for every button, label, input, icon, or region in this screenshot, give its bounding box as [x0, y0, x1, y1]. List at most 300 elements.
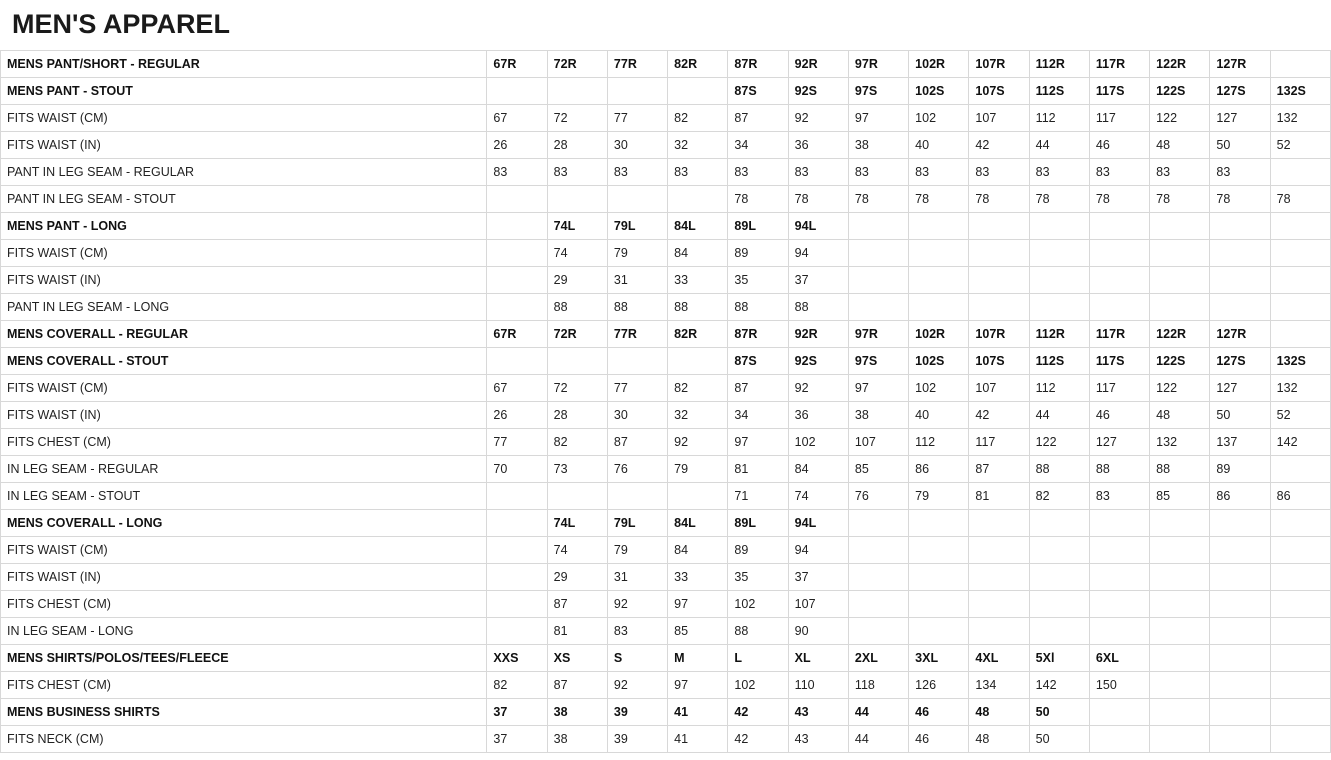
table-cell: 48	[969, 698, 1029, 725]
table-cell: 78	[848, 185, 908, 212]
table-row	[1, 104, 1331, 131]
table-cell	[547, 347, 607, 374]
table-cell	[969, 293, 1029, 320]
table-cell	[1150, 698, 1210, 725]
table-cell: 97R	[848, 50, 908, 77]
table-cell: 107S	[969, 77, 1029, 104]
table-row	[1, 482, 1331, 509]
table-cell	[909, 536, 969, 563]
table-cell: 89	[1210, 455, 1270, 482]
table-cell: 50	[1029, 725, 1089, 752]
table-cell: 78	[1150, 185, 1210, 212]
table-cell: 74L	[547, 509, 607, 536]
table-cell	[607, 77, 667, 104]
table-cell: 89	[728, 536, 788, 563]
table-cell: 38	[848, 401, 908, 428]
table-cell: 88	[788, 293, 848, 320]
table-cell: 3XL	[909, 644, 969, 671]
table-cell: 112	[1029, 374, 1089, 401]
table-cell: 50	[1210, 401, 1270, 428]
table-cell	[1150, 617, 1210, 644]
table-row	[1, 536, 1331, 563]
table-cell: 97	[668, 590, 728, 617]
table-cell: 83	[1089, 158, 1149, 185]
table-cell: 42	[969, 401, 1029, 428]
table-cell	[909, 239, 969, 266]
table-cell	[668, 482, 728, 509]
table-cell: 87	[728, 104, 788, 131]
table-cell: 30	[607, 401, 667, 428]
table-cell: 77	[607, 374, 667, 401]
table-cell: 92	[607, 590, 667, 617]
table-row	[1, 617, 1331, 644]
table-cell: 88	[1029, 455, 1089, 482]
table-cell: 34	[728, 401, 788, 428]
row-label: MENS PANT - STOUT	[1, 77, 487, 104]
table-cell: 32	[668, 131, 728, 158]
table-cell	[848, 266, 908, 293]
table-cell: 48	[1150, 131, 1210, 158]
table-cell: 102	[788, 428, 848, 455]
table-cell	[1270, 266, 1330, 293]
table-cell: 44	[1029, 131, 1089, 158]
table-cell: 142	[1270, 428, 1330, 455]
table-cell: 97	[728, 428, 788, 455]
table-cell: 92R	[788, 50, 848, 77]
table-cell	[1150, 563, 1210, 590]
table-cell	[1089, 698, 1149, 725]
table-cell	[1150, 212, 1210, 239]
row-label: FITS WAIST (IN)	[1, 266, 487, 293]
table-cell: 37	[487, 698, 547, 725]
table-cell: 83	[728, 158, 788, 185]
table-cell: 50	[1210, 131, 1270, 158]
table-row	[1, 131, 1331, 158]
table-cell: 102S	[909, 347, 969, 374]
table-cell: 102R	[909, 320, 969, 347]
table-cell: 46	[1089, 401, 1149, 428]
table-cell: 44	[848, 698, 908, 725]
table-cell	[487, 536, 547, 563]
table-cell	[969, 563, 1029, 590]
row-label: MENS PANT/SHORT - REGULAR	[1, 50, 487, 77]
table-cell	[1089, 617, 1149, 644]
table-cell	[1089, 239, 1149, 266]
table-cell: 117S	[1089, 347, 1149, 374]
table-cell: 122	[1150, 374, 1210, 401]
table-cell	[848, 239, 908, 266]
table-cell	[1150, 536, 1210, 563]
table-cell: 94	[788, 536, 848, 563]
table-cell: 92S	[788, 347, 848, 374]
table-cell: 112	[909, 428, 969, 455]
table-cell: 83	[1089, 482, 1149, 509]
table-cell: 42	[969, 131, 1029, 158]
table-cell	[1150, 671, 1210, 698]
table-cell	[1270, 212, 1330, 239]
table-cell: 44	[848, 725, 908, 752]
table-cell	[1270, 455, 1330, 482]
table-cell: 85	[1150, 482, 1210, 509]
table-cell: 4XL	[969, 644, 1029, 671]
table-cell: 86	[1210, 482, 1270, 509]
table-cell	[668, 77, 728, 104]
table-cell	[848, 617, 908, 644]
table-cell: 82	[547, 428, 607, 455]
table-cell	[848, 212, 908, 239]
table-cell	[487, 617, 547, 644]
table-cell: 89	[728, 239, 788, 266]
table-cell	[1089, 725, 1149, 752]
table-cell: 74	[547, 239, 607, 266]
table-cell: 107	[969, 104, 1029, 131]
row-label: PANT IN LEG SEAM - REGULAR	[1, 158, 487, 185]
table-cell: 137	[1210, 428, 1270, 455]
table-cell: 88	[1089, 455, 1149, 482]
table-cell: 102	[728, 590, 788, 617]
table-cell	[1210, 293, 1270, 320]
table-row	[1, 374, 1331, 401]
table-cell: 79L	[607, 509, 667, 536]
table-cell	[1270, 158, 1330, 185]
table-cell: 86	[909, 455, 969, 482]
table-cell	[909, 617, 969, 644]
table-cell	[668, 185, 728, 212]
table-cell: 122S	[1150, 77, 1210, 104]
table-cell: 132S	[1270, 77, 1330, 104]
row-label: FITS CHEST (CM)	[1, 671, 487, 698]
table-cell: 78	[1270, 185, 1330, 212]
table-cell: 86	[1270, 482, 1330, 509]
row-label: MENS SHIRTS/POLOS/TEES/FLEECE	[1, 644, 487, 671]
table-cell: 107R	[969, 320, 1029, 347]
table-cell: 88	[1150, 455, 1210, 482]
table-cell	[487, 212, 547, 239]
table-cell: 37	[487, 725, 547, 752]
table-cell: 92	[668, 428, 728, 455]
table-cell: 92	[607, 671, 667, 698]
table-cell: 87	[969, 455, 1029, 482]
row-label: IN LEG SEAM - REGULAR	[1, 455, 487, 482]
table-cell: 70	[487, 455, 547, 482]
table-cell	[848, 536, 908, 563]
row-label: FITS CHEST (CM)	[1, 428, 487, 455]
table-cell	[487, 185, 547, 212]
table-cell: XS	[547, 644, 607, 671]
table-cell: 72	[547, 104, 607, 131]
table-cell	[1270, 617, 1330, 644]
size-chart-body	[1, 50, 1331, 752]
table-cell	[1270, 239, 1330, 266]
table-cell: 48	[1150, 401, 1210, 428]
table-cell: 97	[848, 104, 908, 131]
table-cell	[848, 590, 908, 617]
table-cell	[487, 293, 547, 320]
table-cell	[969, 212, 1029, 239]
table-cell: 77	[487, 428, 547, 455]
table-cell: 92R	[788, 320, 848, 347]
table-cell: 35	[728, 266, 788, 293]
table-cell: 78	[728, 185, 788, 212]
table-cell: 52	[1270, 401, 1330, 428]
table-cell: 87R	[728, 50, 788, 77]
table-cell	[487, 347, 547, 374]
row-label: FITS WAIST (IN)	[1, 131, 487, 158]
table-cell: 67R	[487, 320, 547, 347]
table-cell: 117R	[1089, 320, 1149, 347]
table-cell: 112S	[1029, 347, 1089, 374]
table-cell: 79	[909, 482, 969, 509]
table-cell: 77R	[607, 50, 667, 77]
table-cell: 97S	[848, 77, 908, 104]
table-cell: 92	[788, 104, 848, 131]
table-cell: 122R	[1150, 50, 1210, 77]
table-cell: 107	[788, 590, 848, 617]
table-cell: 127	[1089, 428, 1149, 455]
table-row	[1, 644, 1331, 671]
table-cell	[1029, 509, 1089, 536]
table-cell	[1029, 590, 1089, 617]
table-cell	[1029, 293, 1089, 320]
table-cell: 38	[848, 131, 908, 158]
table-cell: 81	[969, 482, 1029, 509]
table-cell: 38	[547, 698, 607, 725]
table-cell: 74	[547, 536, 607, 563]
table-cell	[1270, 50, 1330, 77]
table-cell: 117R	[1089, 50, 1149, 77]
table-cell	[1210, 590, 1270, 617]
table-cell: 48	[969, 725, 1029, 752]
table-cell: 112R	[1029, 320, 1089, 347]
row-label: MENS COVERALL - REGULAR	[1, 320, 487, 347]
table-cell: 122	[1029, 428, 1089, 455]
table-cell: 78	[788, 185, 848, 212]
table-cell	[1210, 617, 1270, 644]
table-cell: 83	[848, 158, 908, 185]
table-cell: 82	[668, 104, 728, 131]
table-row	[1, 455, 1331, 482]
table-row	[1, 293, 1331, 320]
table-cell: 90	[788, 617, 848, 644]
table-cell: 118	[848, 671, 908, 698]
table-cell: 31	[607, 563, 667, 590]
table-cell	[1270, 644, 1330, 671]
table-cell	[1210, 266, 1270, 293]
table-cell	[1089, 536, 1149, 563]
table-row	[1, 185, 1331, 212]
table-cell: 87S	[728, 77, 788, 104]
table-cell: 84L	[668, 212, 728, 239]
table-cell: 142	[1029, 671, 1089, 698]
table-cell: 82R	[668, 50, 728, 77]
table-cell	[1089, 509, 1149, 536]
table-cell: 43	[788, 725, 848, 752]
table-cell: 77	[607, 104, 667, 131]
table-cell: 78	[969, 185, 1029, 212]
row-label: PANT IN LEG SEAM - LONG	[1, 293, 487, 320]
table-cell: 32	[668, 401, 728, 428]
table-cell: 36	[788, 401, 848, 428]
table-cell	[848, 563, 908, 590]
row-label: IN LEG SEAM - STOUT	[1, 482, 487, 509]
table-cell: 94	[788, 239, 848, 266]
table-cell	[848, 509, 908, 536]
row-label: FITS WAIST (CM)	[1, 374, 487, 401]
table-cell: 84	[668, 536, 728, 563]
table-cell: 127	[1210, 374, 1270, 401]
table-cell: 88	[668, 293, 728, 320]
table-row	[1, 266, 1331, 293]
table-cell	[1270, 590, 1330, 617]
table-cell: 29	[547, 563, 607, 590]
table-row	[1, 212, 1331, 239]
table-cell	[1270, 563, 1330, 590]
table-cell: 117	[1089, 374, 1149, 401]
table-cell: 127R	[1210, 320, 1270, 347]
table-cell	[1089, 266, 1149, 293]
table-cell	[1029, 239, 1089, 266]
table-cell: 30	[607, 131, 667, 158]
table-cell: 110	[788, 671, 848, 698]
table-cell: 82	[1029, 482, 1089, 509]
table-cell	[1150, 509, 1210, 536]
table-cell: 74	[788, 482, 848, 509]
table-row	[1, 239, 1331, 266]
table-cell	[1270, 320, 1330, 347]
table-cell: 88	[728, 617, 788, 644]
table-cell: 97R	[848, 320, 908, 347]
table-cell: 46	[1089, 131, 1149, 158]
table-cell	[1150, 293, 1210, 320]
row-label: FITS WAIST (IN)	[1, 401, 487, 428]
table-cell	[909, 563, 969, 590]
table-cell	[848, 293, 908, 320]
table-cell	[1029, 563, 1089, 590]
table-cell: 132	[1270, 104, 1330, 131]
row-label: FITS CHEST (CM)	[1, 590, 487, 617]
table-cell: 102	[909, 374, 969, 401]
table-cell	[969, 266, 1029, 293]
table-cell: 43	[788, 698, 848, 725]
table-cell: 28	[547, 131, 607, 158]
table-cell	[487, 77, 547, 104]
table-cell: 76	[607, 455, 667, 482]
table-cell: 127S	[1210, 77, 1270, 104]
table-cell: L	[728, 644, 788, 671]
table-cell: 88	[607, 293, 667, 320]
table-cell: 37	[788, 563, 848, 590]
table-cell	[1029, 266, 1089, 293]
table-cell: 89L	[728, 212, 788, 239]
table-cell: 79	[607, 536, 667, 563]
table-cell: 132	[1270, 374, 1330, 401]
table-cell: 92	[788, 374, 848, 401]
table-cell: 50	[1029, 698, 1089, 725]
table-cell: 46	[909, 698, 969, 725]
table-cell: 77R	[607, 320, 667, 347]
table-row	[1, 590, 1331, 617]
row-label: MENS PANT - LONG	[1, 212, 487, 239]
table-cell: 88	[547, 293, 607, 320]
table-cell: 26	[487, 401, 547, 428]
table-cell: 88	[728, 293, 788, 320]
table-cell: 127	[1210, 104, 1270, 131]
table-cell: 52	[1270, 131, 1330, 158]
table-cell: 78	[1089, 185, 1149, 212]
table-cell: 78	[1029, 185, 1089, 212]
table-cell: 41	[668, 698, 728, 725]
table-cell: 83	[668, 158, 728, 185]
table-cell	[909, 590, 969, 617]
table-cell	[1270, 698, 1330, 725]
table-cell	[487, 563, 547, 590]
table-cell: 82	[668, 374, 728, 401]
table-cell: 126	[909, 671, 969, 698]
table-cell: 132	[1150, 428, 1210, 455]
table-cell: M	[668, 644, 728, 671]
table-cell	[1150, 590, 1210, 617]
table-cell	[1150, 266, 1210, 293]
table-cell	[1270, 509, 1330, 536]
table-cell	[1029, 536, 1089, 563]
table-cell: 83	[607, 617, 667, 644]
table-cell: 127S	[1210, 347, 1270, 374]
table-cell: 84	[788, 455, 848, 482]
table-cell: 67	[487, 374, 547, 401]
table-cell	[969, 239, 1029, 266]
table-cell: 42	[728, 725, 788, 752]
table-cell: 112	[1029, 104, 1089, 131]
table-cell: 36	[788, 131, 848, 158]
table-cell: 72R	[547, 50, 607, 77]
table-cell: 102	[728, 671, 788, 698]
table-cell: 26	[487, 131, 547, 158]
table-cell: 79	[668, 455, 728, 482]
table-cell: 41	[668, 725, 728, 752]
table-cell: 102S	[909, 77, 969, 104]
table-cell	[1089, 212, 1149, 239]
table-cell	[1210, 212, 1270, 239]
table-cell	[1089, 293, 1149, 320]
table-cell	[1210, 509, 1270, 536]
table-cell	[1089, 590, 1149, 617]
table-cell: 94L	[788, 509, 848, 536]
table-cell: 122	[1150, 104, 1210, 131]
table-cell: 83	[969, 158, 1029, 185]
table-cell: 46	[909, 725, 969, 752]
table-cell	[969, 590, 1029, 617]
table-cell: 81	[547, 617, 607, 644]
row-label: PANT IN LEG SEAM - STOUT	[1, 185, 487, 212]
table-cell: 67	[487, 104, 547, 131]
table-row	[1, 725, 1331, 752]
table-cell	[1029, 212, 1089, 239]
table-cell: 107S	[969, 347, 1029, 374]
table-cell	[1210, 536, 1270, 563]
table-cell: 6XL	[1089, 644, 1149, 671]
table-cell: 79	[607, 239, 667, 266]
table-cell: 34	[728, 131, 788, 158]
table-cell: 117	[969, 428, 1029, 455]
table-cell	[487, 239, 547, 266]
table-cell: 82R	[668, 320, 728, 347]
page-title: MEN'S APPAREL	[12, 9, 230, 39]
table-cell	[1150, 644, 1210, 671]
table-cell: 97S	[848, 347, 908, 374]
table-cell: 76	[848, 482, 908, 509]
table-cell: 72R	[547, 320, 607, 347]
table-cell	[969, 536, 1029, 563]
